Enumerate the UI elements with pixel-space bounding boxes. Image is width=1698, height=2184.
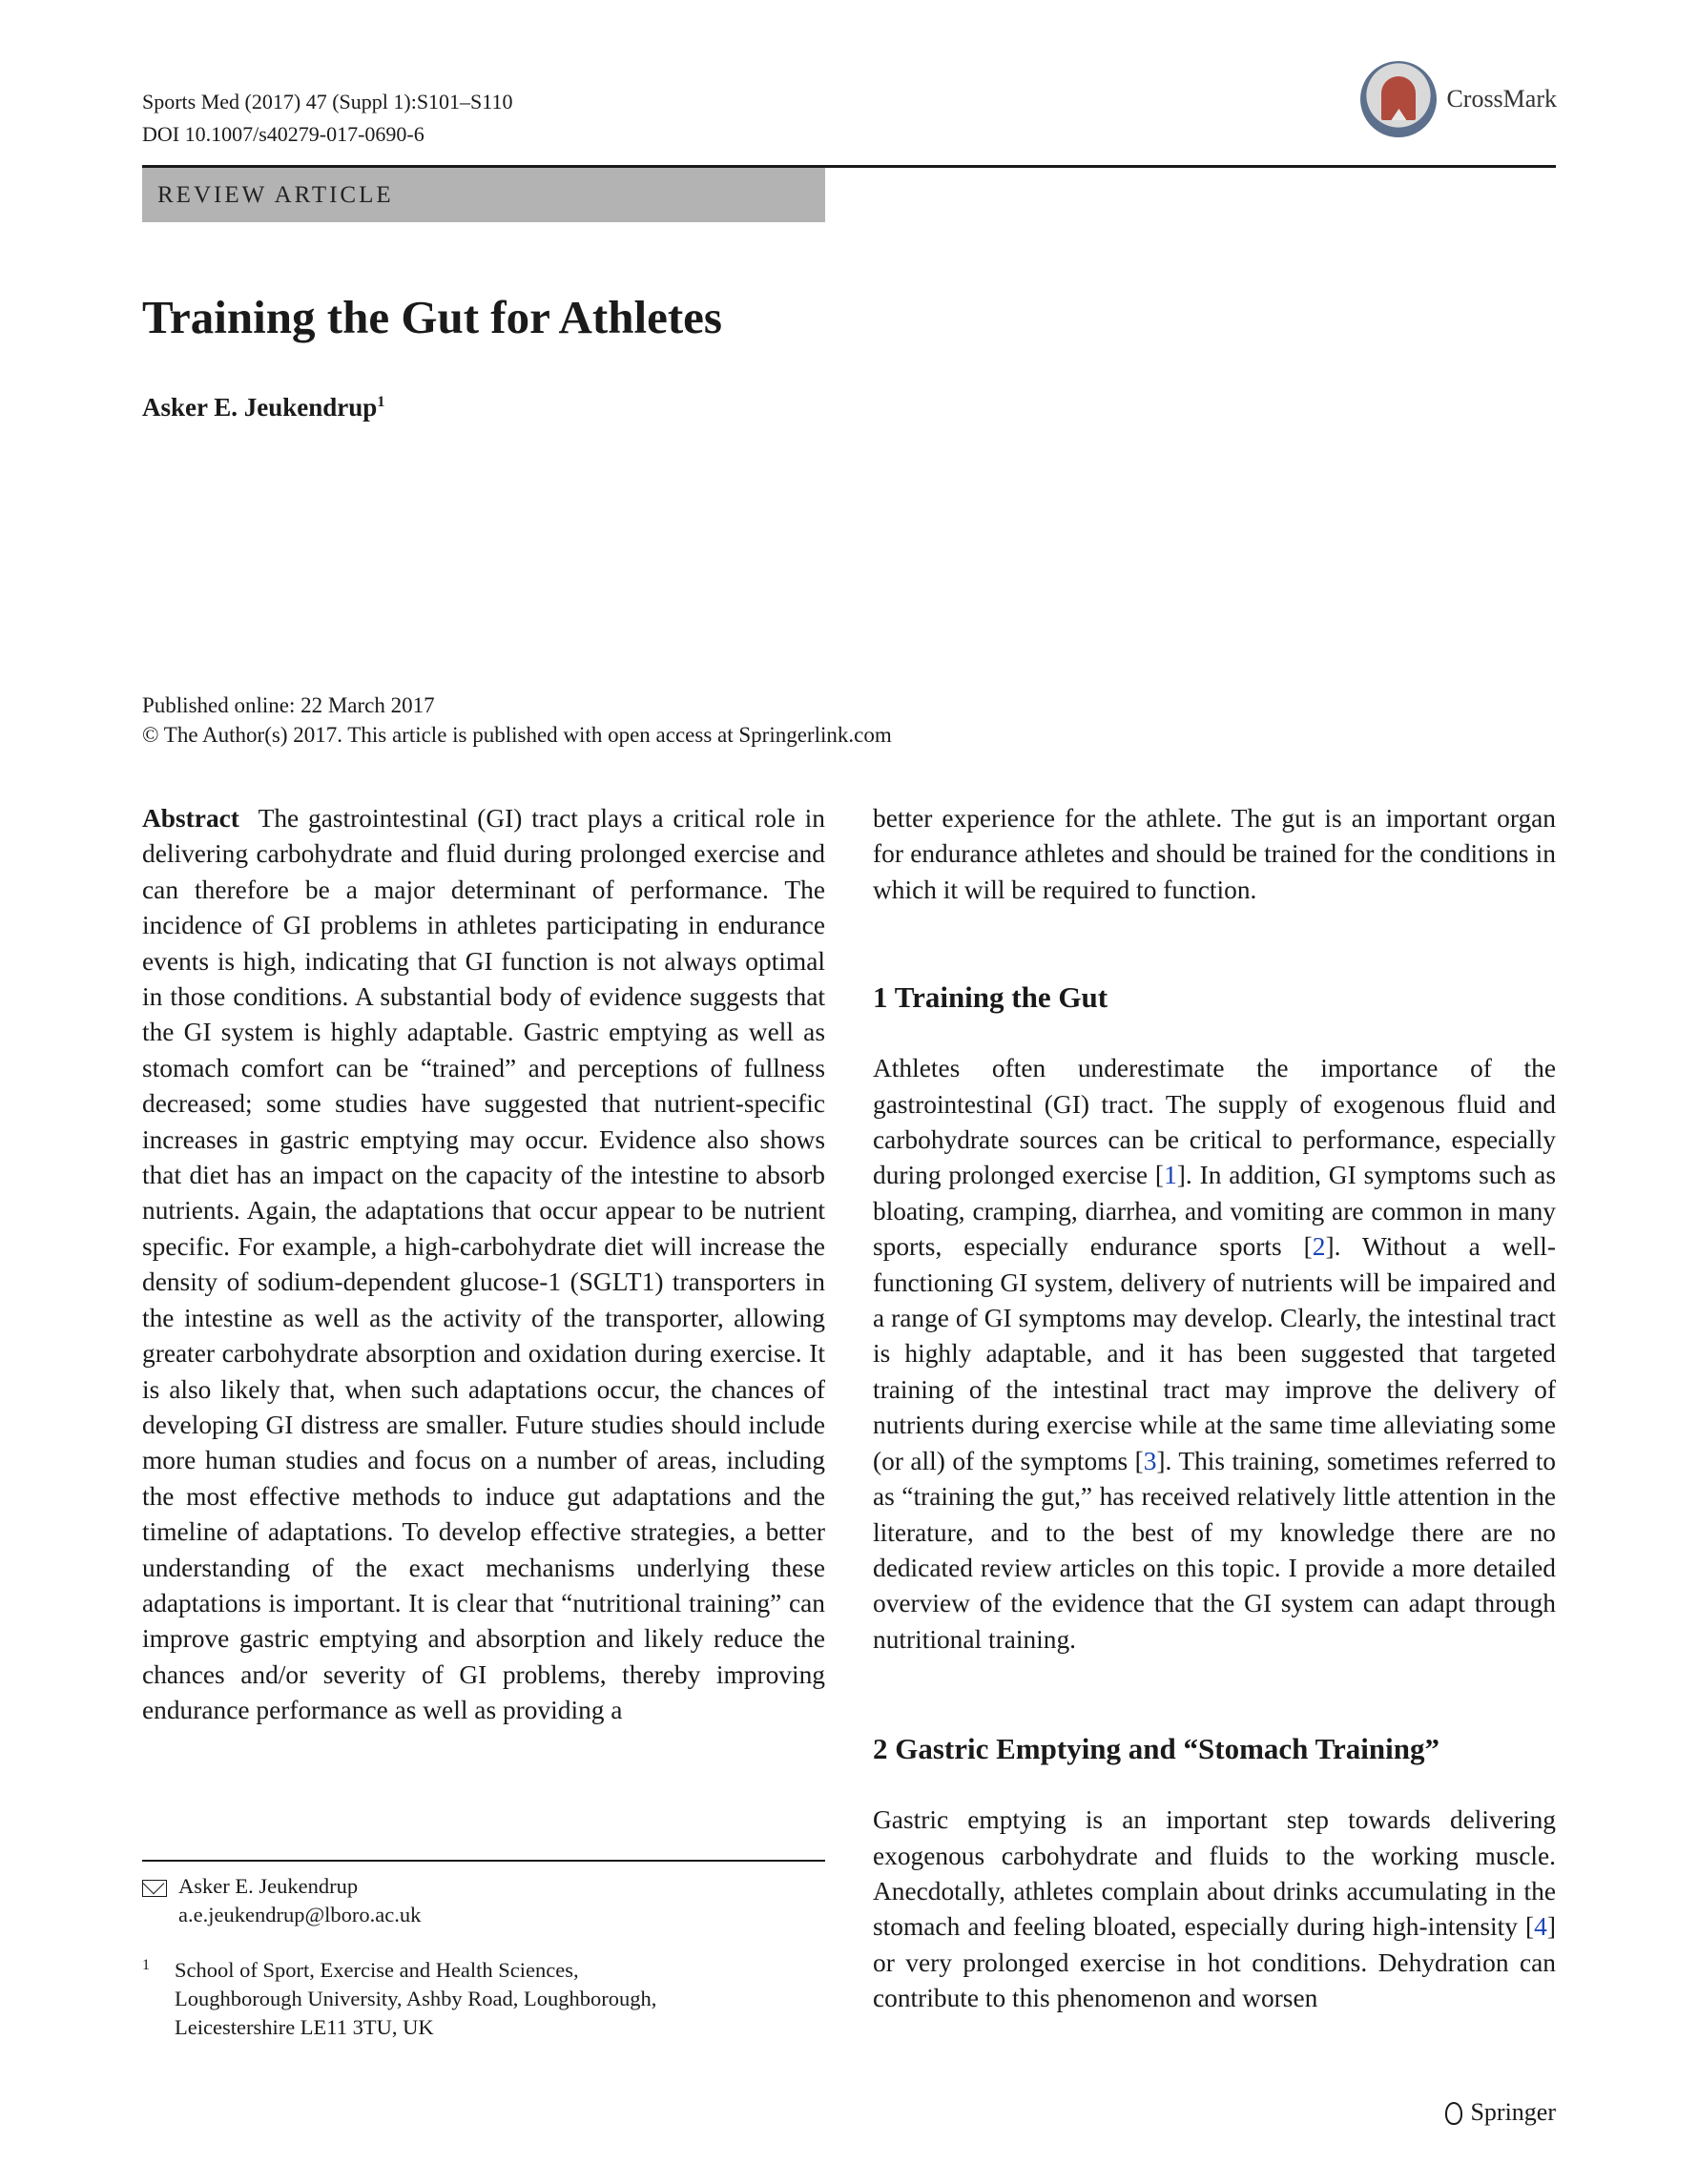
copyright-notice: © The Author(s) 2017. This article is published with open access at Springerlink.com <box>142 723 892 747</box>
journal-citation <box>142 86 512 151</box>
affil-line: Loughborough University, Ashby Road, Loughborough, <box>175 1987 657 2010</box>
publisher-name: Springer <box>1470 2098 1556 2126</box>
author-affil-mark: 1 <box>377 394 385 410</box>
footnote-rule <box>142 1860 825 1862</box>
section-1-paragraph: Athletes often underestimate the importance of the gastrointestinal (GI) tract. The supply of exogenous fluid and carbohydrate sources can be critical to performance, especially during prolonged exercise [1]. In addition, GI symptoms such as bloating, cramping, diarrhea, and vomiting are common in many sports, especially endurance sports [2]. Without a well-functioning GI system, delivery of nutrients will be impaired and a range of GI symptoms may develop. Clearly, the intestinal tract is highly adaptable, and it has been suggested that targeted training of the intestinal tract may improve the delivery of nutrients during exercise while at the same time alleviating some (or all) of the symptoms [3]. This training, sometimes referred to as “training the gut,” has received relatively little attention in the literature, and to the best of my knowledge there are no dedicated review articles on this topic. I provide a more detailed overview of the evidence that the GI system can adapt through nutritional training. <box>873 1054 1557 1654</box>
right-column <box>873 801 1556 2017</box>
doi-line[interactable]: DOI 10.1007/s40279-017-0690-6 <box>142 122 424 146</box>
crossmark-icon <box>1360 61 1437 137</box>
section-2-paragraph: Gastric emptying is an important step towards delivering exogenous carbohydrate and fluids to the working muscle. Anecdotally, athletes complain about drinks accumulating in the stomach and feeling bloated, especially during high-intensity [4] or very prolonged exercise in hot conditions. Dehydration can contribute to this phenomenon and worsen <box>873 1805 1556 2013</box>
article-type-banner: REVIEW ARTICLE <box>142 168 825 222</box>
section-2-heading: 2 Gastric Emptying and “Stomach Training” <box>873 1732 1439 1766</box>
abstract-continuation: better experience for the athlete. The gut is an important organ for endurance athletes and should be trained for the conditions in which it will be required to function. <box>873 804 1556 904</box>
affil-line: Leicestershire LE11 3TU, UK <box>175 2015 434 2039</box>
abstract-paragraph <box>142 801 825 1729</box>
citation-link[interactable]: 1 <box>1164 1161 1177 1190</box>
author-name[interactable]: Asker E. Jeukendrup <box>142 393 378 422</box>
affil-number: 1 <box>142 1957 150 1973</box>
crossmark-label: CrossMark <box>1446 85 1557 113</box>
article-title: Training the Gut for Athletes <box>142 291 722 343</box>
contact-email[interactable]: a.e.jeukendrup@lboro.ac.uk <box>178 1903 422 1926</box>
affil-line: School of Sport, Exercise and Health Sciences, <box>175 1958 579 1982</box>
citation-link[interactable]: 3 <box>1143 1446 1157 1475</box>
citation-link[interactable]: 4 <box>1534 1912 1547 1942</box>
springer-horse-icon <box>1443 2100 1462 2125</box>
abstract-text: The gastrointestinal (GI) tract plays a critical role in delivering carbohydrate and fluid during prolonged exercise and can therefore be a major determinant of performance. The incidence of GI problems in athletes participating in endurance events is high, indicating that GI function is not always optimal in those conditions. A substantial body of evidence suggests that the GI system is highly adaptable. Gastric emptying as well as stomach comfort can be “trained” and perceptions of fullness decreased; some studies have suggested that nutrient-specific increases in gastric emptying may occur. Evidence also shows that diet has an impact on the capacity of the intestine to absorb nutrients. Again, the adaptations that occur appear to be nutrient specific. For example, a high-carbohydrate diet will increase the density of sodium-dependent glucose-1 (SGLT1) transporters in the intestine as well as the activity of the transporter, allowing greater carbohydrate absorption and oxidation during exercise. It is also likely that, when such adaptations occur, the chances of developing GI distress are smaller. Future studies should include more human studies and focus on a number of areas, including the most effective methods to induce gut adaptations and the timeline of adaptations. To develop effective strategies, a better understanding of the exact mechanisms underlying these adaptations is important. It is clear that “nutritional training” can improve gastric emptying and absorption and likely reduce the chances and/or severity of GI problems, thereby improving endurance performance as well as providing a <box>142 804 825 1725</box>
abstract-label: Abstract <box>142 804 239 833</box>
journal-line: Sports Med (2017) 47 (Suppl 1):S101–S110 <box>142 90 513 113</box>
published-date: Published online: 22 March 2017 <box>142 693 435 717</box>
citation-link[interactable]: 2 <box>1312 1232 1326 1262</box>
abstract-column <box>142 801 825 1729</box>
author-line <box>142 393 384 422</box>
envelope-icon <box>142 1880 167 1897</box>
contact-name: Asker E. Jeukendrup <box>178 1874 359 1898</box>
publication-info <box>142 690 892 750</box>
section-1-heading: 1 Training the Gut <box>873 980 1108 1015</box>
publisher-logo <box>1443 2098 1556 2127</box>
crossmark-badge[interactable] <box>1360 61 1557 137</box>
corresponding-author <box>142 1872 421 1929</box>
affiliation-footnote <box>142 1956 656 2042</box>
